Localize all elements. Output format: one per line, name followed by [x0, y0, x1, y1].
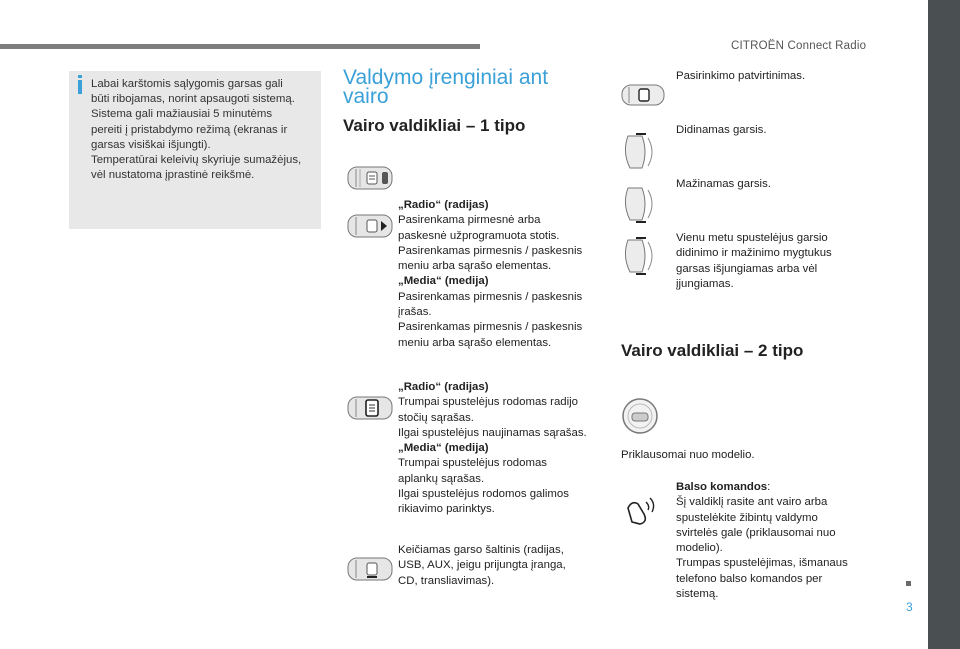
model-note: Priklausomai nuo modelio.: [621, 449, 755, 461]
text-line: „Media“ (medija): [398, 275, 489, 288]
volume-up-icon: [620, 130, 664, 174]
text-line: paskesnė užprogramuota stotis.: [398, 229, 560, 242]
text-line: aplankų sąrašas.: [398, 472, 485, 485]
text-line: „Media“ (medija): [398, 442, 489, 455]
info-note-text: [91, 77, 317, 183]
voice-title-suffix: :: [767, 481, 771, 493]
note-line: vėl nustatoma įprastinė reikšmė.: [91, 169, 255, 182]
text-line: meniu arba sąrašo elementas.: [398, 260, 552, 273]
volume-up-text: Didinamas garsis.: [676, 124, 767, 136]
section-title-line: Valdymo įrenginiai ant: [343, 66, 549, 89]
text-line: įjungiamas.: [676, 277, 734, 290]
confirm-button-icon: [620, 82, 666, 108]
text-line: svirtelės gale (priklausomai nuo: [676, 526, 836, 539]
text-line: telefono balso komandos per: [676, 572, 823, 585]
text-line: Ilgai spustelėjus naujinamas sąrašas.: [398, 426, 587, 439]
note-line: būti ribojamas, norint apsaugoti sistemą.: [91, 93, 295, 106]
text-line: stočių sąrašas.: [398, 411, 474, 424]
text-line: modelio).: [676, 542, 723, 555]
text-line: Pasirenkamas pirmesnis / paskesnis: [398, 290, 583, 303]
text-line: meniu arba sąrašo elementas.: [398, 336, 552, 349]
text-line: rikiavimo parinktys.: [398, 503, 495, 516]
info-icon: [78, 80, 82, 94]
side-strip: [928, 0, 960, 649]
text-line: garsas išjungiamas arba vėl: [676, 262, 818, 275]
text-line: didinimo ir mažinimo mygtukus: [676, 247, 832, 260]
list-button-icon: [345, 394, 395, 422]
header-title: CITROËN Connect Radio: [731, 40, 867, 52]
confirm-text: Pasirinkimo patvirtinimas.: [676, 70, 806, 82]
text-line: „Radio“ (radijas): [398, 199, 489, 211]
info-note: [69, 71, 321, 229]
text-line: Trumpas spustelėjimas, išmanaus: [676, 557, 848, 570]
header-rule: [0, 44, 480, 49]
text-line: USB, AUX, jeigu prijungta įranga,: [398, 559, 566, 572]
page-marker: [906, 581, 911, 586]
source-change-text: [398, 543, 598, 589]
text-line: spustelėkite žibintų valdymo: [676, 511, 818, 524]
text-line: Keičiamas garso šaltinis (radijas,: [398, 544, 564, 556]
text-line: Trumpai spustelėjus rodomas radijo: [398, 396, 579, 409]
text-line: „Radio“ (radijas): [398, 381, 489, 393]
text-line: Vienu metu spustelėjus garsio: [676, 232, 828, 244]
text-line: Pasirenkamas pirmesnis / paskesnis: [398, 321, 583, 334]
text-line: Ilgai spustelėjus rodomos galimos: [398, 488, 569, 501]
steering-wheel-icon: [620, 396, 660, 436]
next-previous-button-icon: [345, 212, 395, 240]
page-number: 3: [906, 600, 913, 614]
section-title-line: vairo: [343, 85, 389, 108]
source-button-icon: [345, 555, 395, 583]
voice-command-icon: [622, 494, 662, 528]
radio-media-next-previous-text: [398, 198, 598, 351]
volume-down-icon: [620, 182, 664, 226]
text-line: sistemą.: [676, 588, 719, 601]
note-line: Sistema gali mažiausiai 5 minutėms: [91, 108, 273, 121]
note-line: garsas visiškai išjungti).: [91, 138, 211, 151]
text-line: įrašas.: [398, 306, 432, 319]
volume-down-text: Mažinamas garsis.: [676, 178, 771, 190]
text-line: Trumpai spustelėjus rodomas: [398, 457, 547, 470]
steering-control-pad-icon: [345, 164, 395, 192]
text-line: Pasirenkama pirmesnė arba: [398, 214, 541, 227]
type1-title: Vairo valdikliai – 1 tipo: [343, 116, 526, 135]
mute-text: [676, 231, 866, 292]
section-title: [343, 68, 593, 106]
radio-media-list-text: [398, 380, 598, 518]
voice-title-line: [676, 480, 866, 495]
note-line: pereiti į pristabdymo režimą (ekranas ir: [91, 123, 288, 136]
text-line: Šį valdiklį rasite ant vairo arba: [676, 496, 828, 509]
type2-title: Vairo valdikliai – 2 tipo: [621, 341, 804, 360]
text-line: Pasirenkamas pirmesnis / paskesnis: [398, 244, 583, 257]
note-line: Temperatūrai keleivių skyriuje sumažėjus,: [91, 154, 302, 167]
mute-icon: [620, 234, 664, 278]
note-line: Labai karštomis sąlygomis garsas gali: [91, 78, 283, 90]
voice-command-text: [676, 480, 866, 602]
text-line: CD, transliavimas).: [398, 574, 495, 587]
voice-title: Balso komandos: [676, 481, 768, 493]
